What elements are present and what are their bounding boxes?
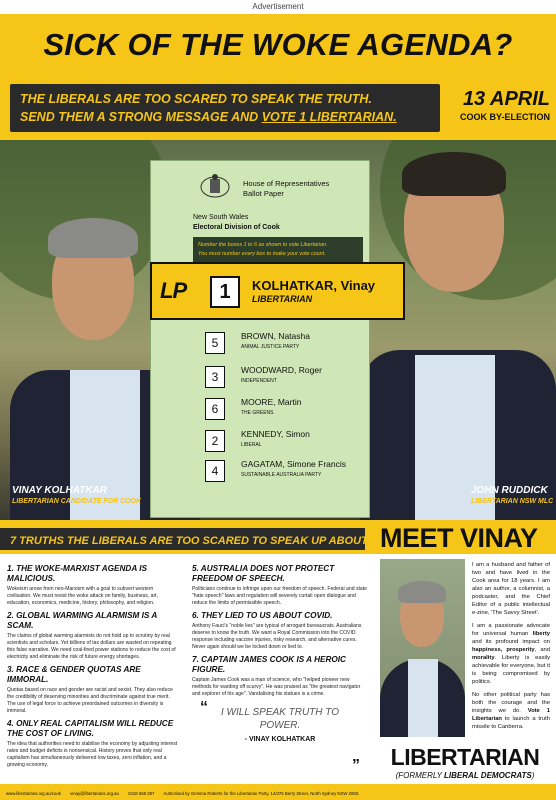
vote-number-box: 4 xyxy=(205,460,225,482)
candidate-name: BROWN, Natasha xyxy=(241,331,310,341)
ballot-division: Electoral Division of Cook xyxy=(193,224,280,231)
vote-number-box: 5 xyxy=(205,332,225,354)
election-date: 13 APRIL xyxy=(462,88,550,110)
truth-title: 2. GLOBAL WARMING ALARMISM IS A SCAM. xyxy=(7,611,157,630)
subheadline-bar xyxy=(10,84,440,132)
meet-vinay-heading: MEET VINAY xyxy=(380,523,538,553)
subheadline-line-1: THE LIBERALS ARE TOO SCARED TO SPEAK THE TRUTH. xyxy=(20,92,372,106)
truth-body: Politicians continue to infringe upon our freedom of speech. Federal and state "hate speech" laws and regulation will severely curtail open dialogue and reduce the limits of permissible speech. xyxy=(192,586,367,606)
vote-number-box: 2 xyxy=(205,430,225,452)
brand-subtitle-prefix: (FORMERLY xyxy=(395,771,445,780)
brand-subtitle xyxy=(376,770,554,782)
candidate-party: SUSTAINABLE AUSTRALIA PARTY xyxy=(241,472,322,478)
truth-body: The idea that authorities need to stabilise the economy by adjusting interest rates and budget deficits is nonsensical. History proves that only real capitalism has simultaneously delivered low taxes, zero inflation, and a growing economy. xyxy=(7,741,178,768)
bio-emphasis: liberty xyxy=(532,631,550,637)
subheadline-prefix: SEND THEM A STRONG MESSAGE AND xyxy=(20,110,262,124)
ballot-candidate-row xyxy=(205,396,365,426)
bio-text-run: I am a passionate advocate for universal human xyxy=(472,623,550,637)
right-person-name: JOHN RUDDICK xyxy=(471,485,548,496)
brand-former-name: LIBERAL DEMOCRATS xyxy=(444,771,532,780)
truth-body: Quotas based on race and gender are racist and sexist. They also reduce the credibility of deserving minorities and discriminate against true merit. The use of legal force to achieve preordained outcomes in diversity is immoral. xyxy=(7,687,173,714)
ballot-candidate-row xyxy=(205,428,365,458)
bio-emphasis: happiness, prosperity xyxy=(472,647,535,653)
truth-title: 3. RACE & GENDER QUOTAS ARE IMMORAL. xyxy=(7,665,141,684)
right-caption xyxy=(471,484,553,507)
truth-title: 5. AUSTRALIA DOES NOT PROTECT FREEDOM OF SPEECH. xyxy=(192,564,335,583)
subheadline-line-2 xyxy=(20,108,430,126)
left-caption xyxy=(12,484,141,507)
truth-body: Anthony Fauci's "noble lies" are typical of arrogant bureaucrats. Australians deserve to know the truth. We want a Royal Commission into the COVID response including vaccine injuries, risky research, and alternative cures. Never again should we be locked down or lied to. xyxy=(192,623,362,650)
election-event: COOK BY-ELECTION xyxy=(459,112,550,122)
truths-column-1 xyxy=(7,560,179,769)
brand-subtitle-suffix: ) xyxy=(531,771,535,780)
quote-text: I WILL SPEAK TRUTH TO POWER. xyxy=(221,707,339,731)
candidate-party: THE GREENS xyxy=(241,410,274,416)
candidate-party: LIBERAL xyxy=(241,442,262,448)
truths-heading-bar xyxy=(0,528,368,550)
portrait-hair xyxy=(398,581,446,603)
truth-body: The claims of global warming alarmists do not hold up to scrutiny by real scientists and scholars. Yet billions of tax dollars are wasted on repeating this false narrative. We need coal-fired power stations to reduce the cost of electricity and eliminate the risk of future energy shortages. xyxy=(7,633,176,660)
bio-paragraph-1: I am a husband and father of two and have lived in the Cook area for 18 years. I am also an author, a columnist, a podcaster, and the Chief Editor of a public intellectual e-zine, 'The Savvy Street'. xyxy=(472,562,550,616)
footer-authorisation: Authorised by Gemma Roberts for the Libertarian Party, 14/376 Berry Street, North Sydney NSW 2060. xyxy=(163,791,360,796)
truth-body: Captain James Cook was a man of science, who "helped pioneer new methods for warding off scurvy". He was praised as "the greatest navigator and explorer of his age". Vandalising his statues is a crime. xyxy=(192,677,361,697)
right-person-role: LIBERTARIAN NSW MLC xyxy=(471,498,554,505)
open-quote-icon: “ xyxy=(200,699,208,716)
lp-logo: LP xyxy=(160,278,187,303)
vote-1-libertarian: VOTE 1 LIBERTARIAN. xyxy=(261,110,397,124)
candidate-party: ANIMAL JUSTICE PARTY xyxy=(241,344,300,350)
close-quote-icon: ” xyxy=(352,757,360,774)
quote-attribution: - VINAY KOLHATKAR xyxy=(244,736,316,743)
bio-text-run: . Liberty is easily achievable for everyone, but it is being compromised by politics. xyxy=(472,655,550,685)
footer-email[interactable]: vinay@libertarians.org.au xyxy=(70,791,119,796)
ballot-candidate-row xyxy=(205,458,365,488)
party-brand xyxy=(376,744,554,790)
vote-number-box: 3 xyxy=(205,366,225,388)
footer-website[interactable]: www.libertarians.org.au/cook xyxy=(6,791,61,796)
ballot-header xyxy=(243,179,329,199)
ballot-instructions xyxy=(193,237,363,265)
ballot-instruction-2: You must number every box to make your vote count. xyxy=(198,251,326,257)
bio-text-run: to launch a truth missile to Canberra. xyxy=(472,716,550,730)
bio-paragraph-3 xyxy=(472,691,550,731)
candidate-name: GAGATAM, Simone Francis xyxy=(241,459,347,469)
bio-paragraph-2 xyxy=(472,622,550,686)
featured-candidate-name: KOLHATKAR, Vinay xyxy=(252,278,376,293)
bio-text xyxy=(472,561,550,736)
featured-candidate-party: LIBERTARIAN xyxy=(252,294,313,304)
ballot-state: New South Wales xyxy=(193,214,249,221)
truth-title: 1. THE WOKE-MARXIST AGENDA IS MALICIOUS. xyxy=(7,564,147,583)
ballot-candidate-row xyxy=(205,364,365,394)
brand-name: LIBERTARIAN xyxy=(390,744,540,770)
ballot-paper-title: Ballot Paper xyxy=(243,189,284,198)
portrait-shirt xyxy=(408,659,438,737)
candidate-party: INDEPENDENT xyxy=(241,378,277,384)
truth-title: 4. ONLY REAL CAPITALISM WILL REDUCE THE COST OF LIVING. xyxy=(7,719,174,738)
candidate-name: MOORE, Martin xyxy=(241,397,302,407)
bio-emphasis: Vote 1 Libertarian xyxy=(472,708,550,722)
left-person-name: VINAY KOLHATKAR xyxy=(12,485,107,496)
truth-title: 6. THEY LIED TO US ABOUT COVID. xyxy=(192,611,333,620)
election-date-block xyxy=(445,88,550,124)
truth-body: Wokeism arose from neo-Marxism with a goal to subvert western civilisation. We must resist the woke attack on family, business, art, education, economics, medicine, history, philosophy, and religion. xyxy=(7,586,158,606)
advertisement-label: Advertisement xyxy=(0,0,556,14)
featured-candidate-row xyxy=(150,262,405,320)
bio-text-run: and its profound impact on xyxy=(472,639,550,645)
bio-text-run: , and xyxy=(534,647,550,653)
headline: SICK OF THE WOKE AGENDA? xyxy=(43,27,513,62)
footer xyxy=(0,786,376,800)
bio-text-run: No other political party has both the courage and the insights we do. xyxy=(472,692,550,714)
featured-vote-number: 1 xyxy=(210,276,240,308)
ruddick-hair xyxy=(402,152,506,196)
ballot-instruction-1: Number the boxes 1 to 6 as shown to vote Libertarian. xyxy=(198,242,328,248)
vinay-portrait xyxy=(380,559,465,737)
coat-of-arms-icon xyxy=(199,173,231,199)
truths-heading: 7 TRUTHS THE LIBERALS ARE TOO SCARED TO SPEAK UP ABOUT xyxy=(10,535,368,547)
candidate-name: WOODWARD, Roger xyxy=(241,365,322,375)
truth-title: 7. CAPTAIN JAMES COOK IS A HEROIC FIGURE. xyxy=(192,655,346,674)
footer-phone[interactable]: 0418 568 387 xyxy=(128,791,155,796)
vote-number-box: 6 xyxy=(205,398,225,420)
ballot-candidate-row xyxy=(205,330,365,360)
candidate-name: KENNEDY, Simon xyxy=(241,429,310,439)
ballot-house: House of Representatives xyxy=(243,179,330,188)
bio-emphasis: morality xyxy=(472,655,495,661)
truths-column-2 xyxy=(192,560,368,698)
pull-quote xyxy=(200,699,360,774)
left-person-role: LIBERTARIAN CANDIDATE FOR COOK xyxy=(12,498,142,505)
vinay-hair xyxy=(48,218,138,258)
